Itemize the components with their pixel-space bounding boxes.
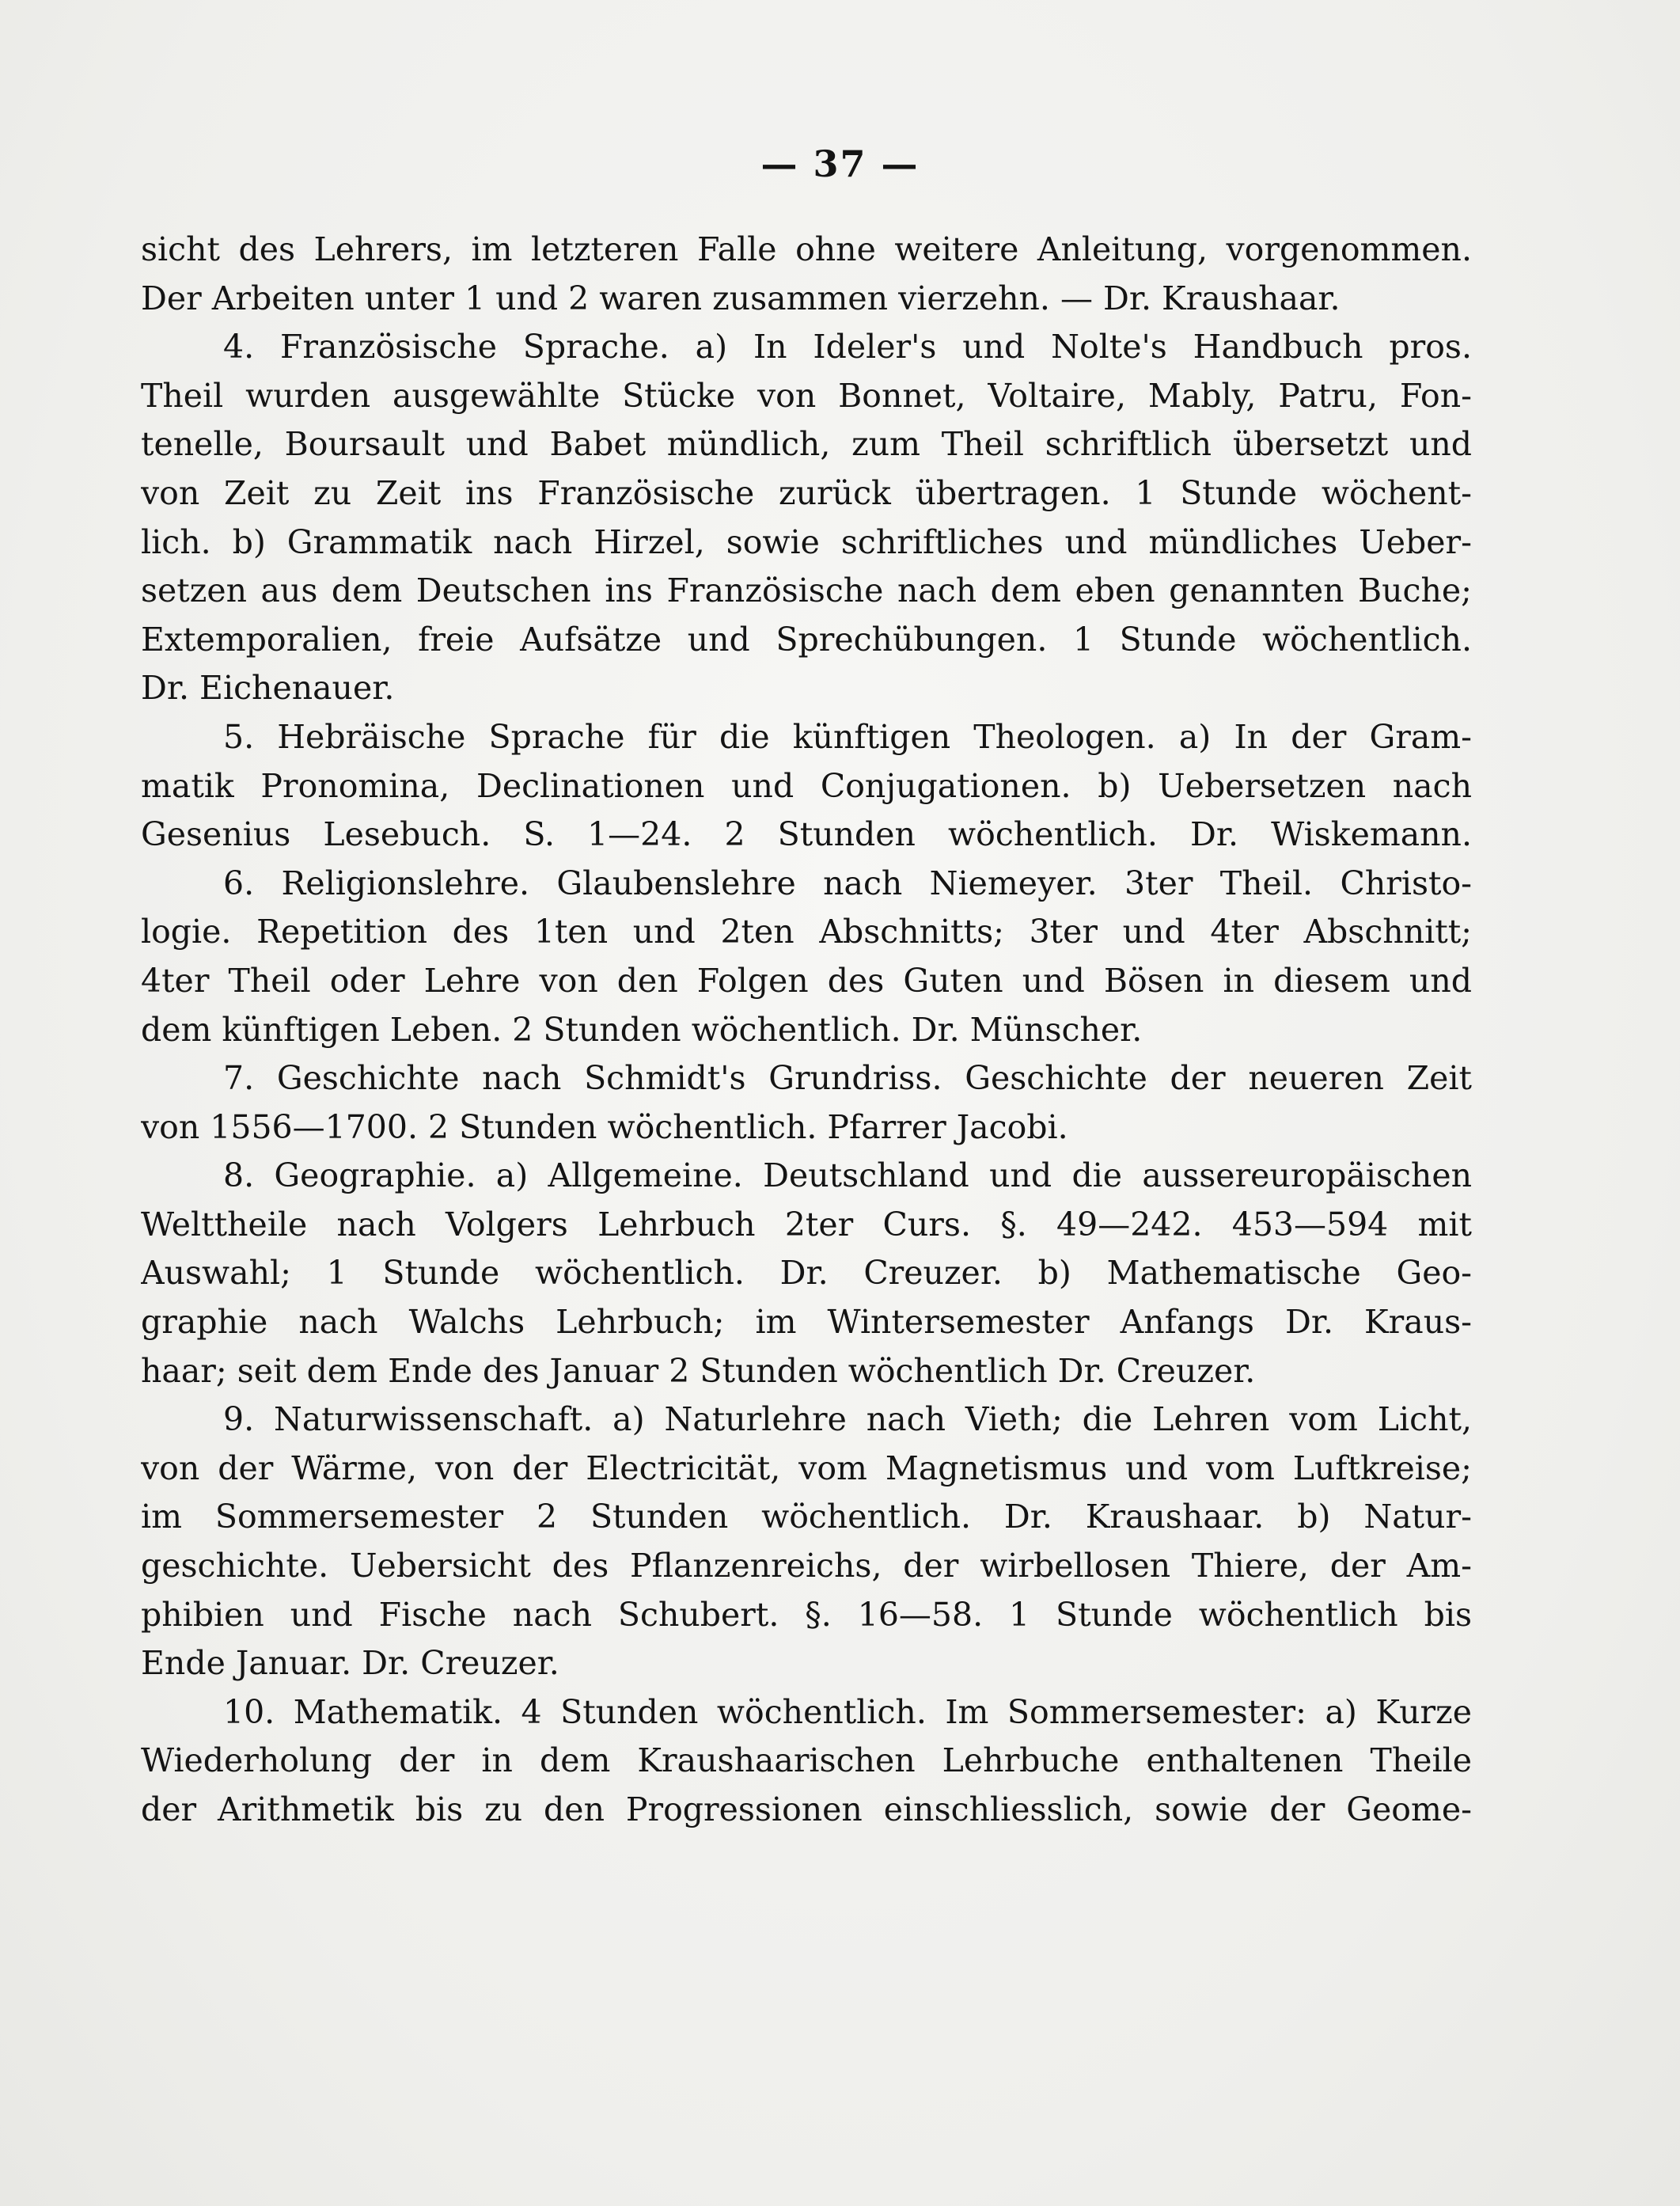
text-line: von Zeit zu Zeit ins Französische zurück übertragen. 1 Stunde wöchent- [141, 473, 1472, 512]
text-line: Dr. Eichenauer. [141, 669, 395, 708]
text-line: geschichte. Uebersicht des Pflanzenreichs, der wirbellosen Thiere, der Am- [141, 1547, 1472, 1585]
text-line: graphie nach Walchs Lehrbuch; im Wintersemester Anfangs Dr. Kraus- [141, 1303, 1472, 1342]
section-heading-line: 6. Religionslehre. Glaubenslehre nach Niemeyer. 3ter Theil. Christo- [223, 864, 1472, 902]
text-line: tenelle, Boursault und Babet mündlich, zum Theil schriftlich übersetzt und [141, 425, 1472, 464]
text-line: von der Wärme, von der Electricität, vom Magnetismus und vom Luftkreise; [141, 1449, 1472, 1487]
text-line: Extemporalien, freie Aufsätze und Sprechübungen. 1 Stunde wöchentlich. [141, 620, 1472, 659]
section-heading-line: 7. Geschichte nach Schmidt's Grundriss. Geschichte der neueren Zeit [223, 1059, 1472, 1098]
text-line: lich. b) Grammatik nach Hirzel, sowie schriftliches und mündliches Ueber- [141, 522, 1472, 561]
text-line: von 1556—1700. 2 Stunden wöchentlich. Pfarrer Jacobi. [141, 1107, 1068, 1146]
text-line: der Arithmetik bis zu den Progressionen einschliesslich, sowie der Geome- [141, 1790, 1472, 1828]
text-line: Welttheile nach Volgers Lehrbuch 2ter Curs. §. 49—242. 453—594 mit [141, 1205, 1472, 1243]
text-line: Ende Januar. Dr. Creuzer. [141, 1644, 559, 1683]
page-number: — 37 — [760, 142, 920, 185]
section-heading-line: 9. Naturwissenschaft. a) Naturlehre nach Vieth; die Lehren vom Licht, [223, 1400, 1472, 1439]
text-line: Der Arbeiten unter 1 und 2 waren zusammen vierzehn. — Dr. Kraushaar. [141, 279, 1341, 317]
section-heading-line: 4. Französische Sprache. a) In Ideler's und Nolte's Handbuch pros. [223, 328, 1472, 366]
body-text [141, 226, 1472, 1835]
text-line: matik Pronomina, Declinationen und Conjugationen. b) Uebersetzen nach [141, 766, 1472, 805]
text-line: haar; seit dem Ende des Januar 2 Stunden wöchentlich Dr. Creuzer. [141, 1351, 1256, 1390]
text-line: Theil wurden ausgewählte Stücke von Bonnet, Voltaire, Mably, Patru, Fon- [141, 376, 1472, 415]
section-heading-line: 8. Geographie. a) Allgemeine. Deutschland und die aussereuropäischen [223, 1156, 1472, 1195]
text-line: sicht des Lehrers, im letzteren Falle ohne weitere Anleitung, vorgenommen. [141, 230, 1472, 268]
text-line: Gesenius Lesebuch. S. 1—24. 2 Stunden wöchentlich. Dr. Wiskemann. [141, 815, 1472, 854]
text-line: Wiederholung der in dem Kraushaarischen Lehrbuche enthaltenen Theile [141, 1741, 1472, 1780]
text-line: phibien und Fische nach Schubert. §. 16—58. 1 Stunde wöchentlich bis [141, 1595, 1472, 1634]
text-line: dem künftigen Leben. 2 Stunden wöchentlich. Dr. Münscher. [141, 1010, 1143, 1049]
text-line: setzen aus dem Deutschen ins Französische nach dem eben genannten Buche; [141, 571, 1472, 610]
section-heading-line: 5. Hebräische Sprache für die künftigen Theologen. a) In der Gram- [223, 717, 1472, 756]
section-heading-line: 10. Mathematik. 4 Stunden wöchentlich. Im Sommersemester: a) Kurze [223, 1692, 1472, 1731]
text-line: Auswahl; 1 Stunde wöchentlich. Dr. Creuzer. b) Mathematische Geo- [141, 1254, 1472, 1293]
text-line: logie. Repetition des 1ten und 2ten Abschnitts; 3ter und 4ter Abschnitt; [141, 913, 1472, 951]
text-line: im Sommersemester 2 Stunden wöchentlich. Dr. Kraushaar. b) Natur- [141, 1498, 1472, 1536]
text-line: 4ter Theil oder Lehre von den Folgen des Guten und Bösen in diesem und [141, 961, 1472, 1000]
